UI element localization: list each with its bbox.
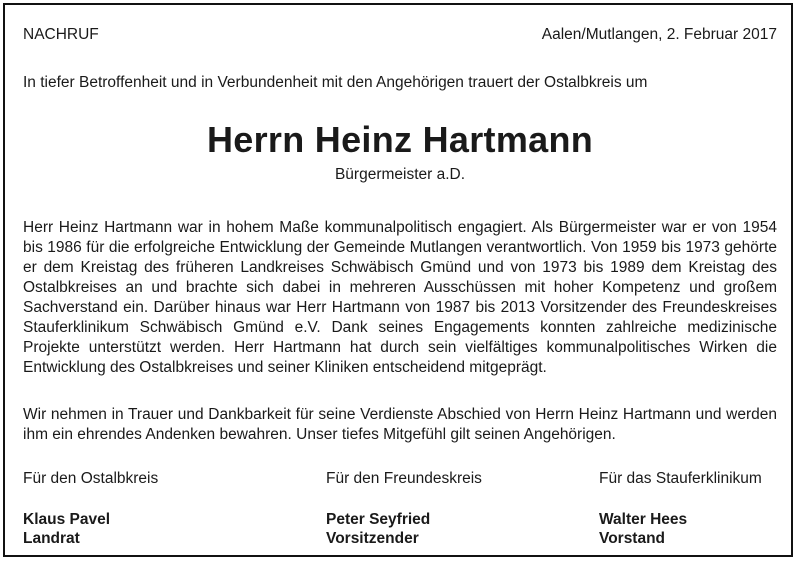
signature-ostalbkreis bbox=[23, 470, 158, 548]
header bbox=[23, 26, 777, 44]
signature-stauferklinikum bbox=[599, 470, 762, 548]
signature-title: Vorsitzender bbox=[326, 530, 419, 547]
signature-affiliation: Für den Freundeskreis bbox=[326, 470, 482, 487]
intro-text: In tiefer Betroffenheit und in Verbundenheit mit den Angehörigen trauert der Ostalbkreis um bbox=[23, 74, 648, 91]
tribute-paragraph: Herr Heinz Hartmann war in hohem Maße kommunalpolitisch engagiert. Als Bürgermeister war er von 1954 bis 1986 für die erfolgreiche Entwicklung der Gemeinde Mutlangen verantwortlich. Von 1959 bis 1973 gehörte er dem Kreistag des früheren Landkreises Schwäbisch Gmünd und von 1973 bis 1989 dem Kreistag des Ostalbkreises an und brachte sich dabei in mehreren Ausschüssen mit hoher Kompetenz und großem Sachverstand ein. Darüber hinaus war Herr Hartmann von 1987 bis 2013 Vorsitzender des Freundeskreises Stauferklinikum Schwäbisch Gmünd e.V. Dank seines Engagements konnten zahlreiche medizinische Projekte unterstützt werden. Herr Hartmann hat durch sein vielfältiges kommunalpolitisches Wirken die Entwicklung des Ostalbkreises und seiner Kliniken entscheidend mitgeprägt. bbox=[23, 219, 777, 376]
signature-freundeskreis bbox=[326, 470, 482, 548]
signature-affiliation: Für den Ostalbkreis bbox=[23, 470, 159, 487]
signature-name: Walter Hees bbox=[599, 511, 688, 528]
place-date: Aalen/Mutlangen, 2. Februar 2017 bbox=[541, 26, 777, 43]
deceased-name: Herrn Heinz Hartmann bbox=[206, 119, 594, 160]
deceased-title: Bürgermeister a.D. bbox=[334, 166, 466, 183]
signature-name: Peter Seyfried bbox=[326, 511, 431, 528]
condolence-paragraph: Wir nehmen in Trauer und Dankbarkeit für seine Verdienste Abschied von Herrn Heinz Hartmann und werden ihm ein ehrendes Andenken bewahren. Unser tiefes Mitgefühl gilt seinen Angehörigen. bbox=[23, 406, 777, 443]
signature-name: Klaus Pavel bbox=[23, 511, 111, 528]
notice-label: NACHRUF bbox=[23, 26, 99, 43]
signature-title: Landrat bbox=[23, 530, 80, 547]
signature-title: Vorstand bbox=[599, 530, 666, 547]
signature-affiliation: Für das Stauferklinikum bbox=[599, 470, 762, 487]
